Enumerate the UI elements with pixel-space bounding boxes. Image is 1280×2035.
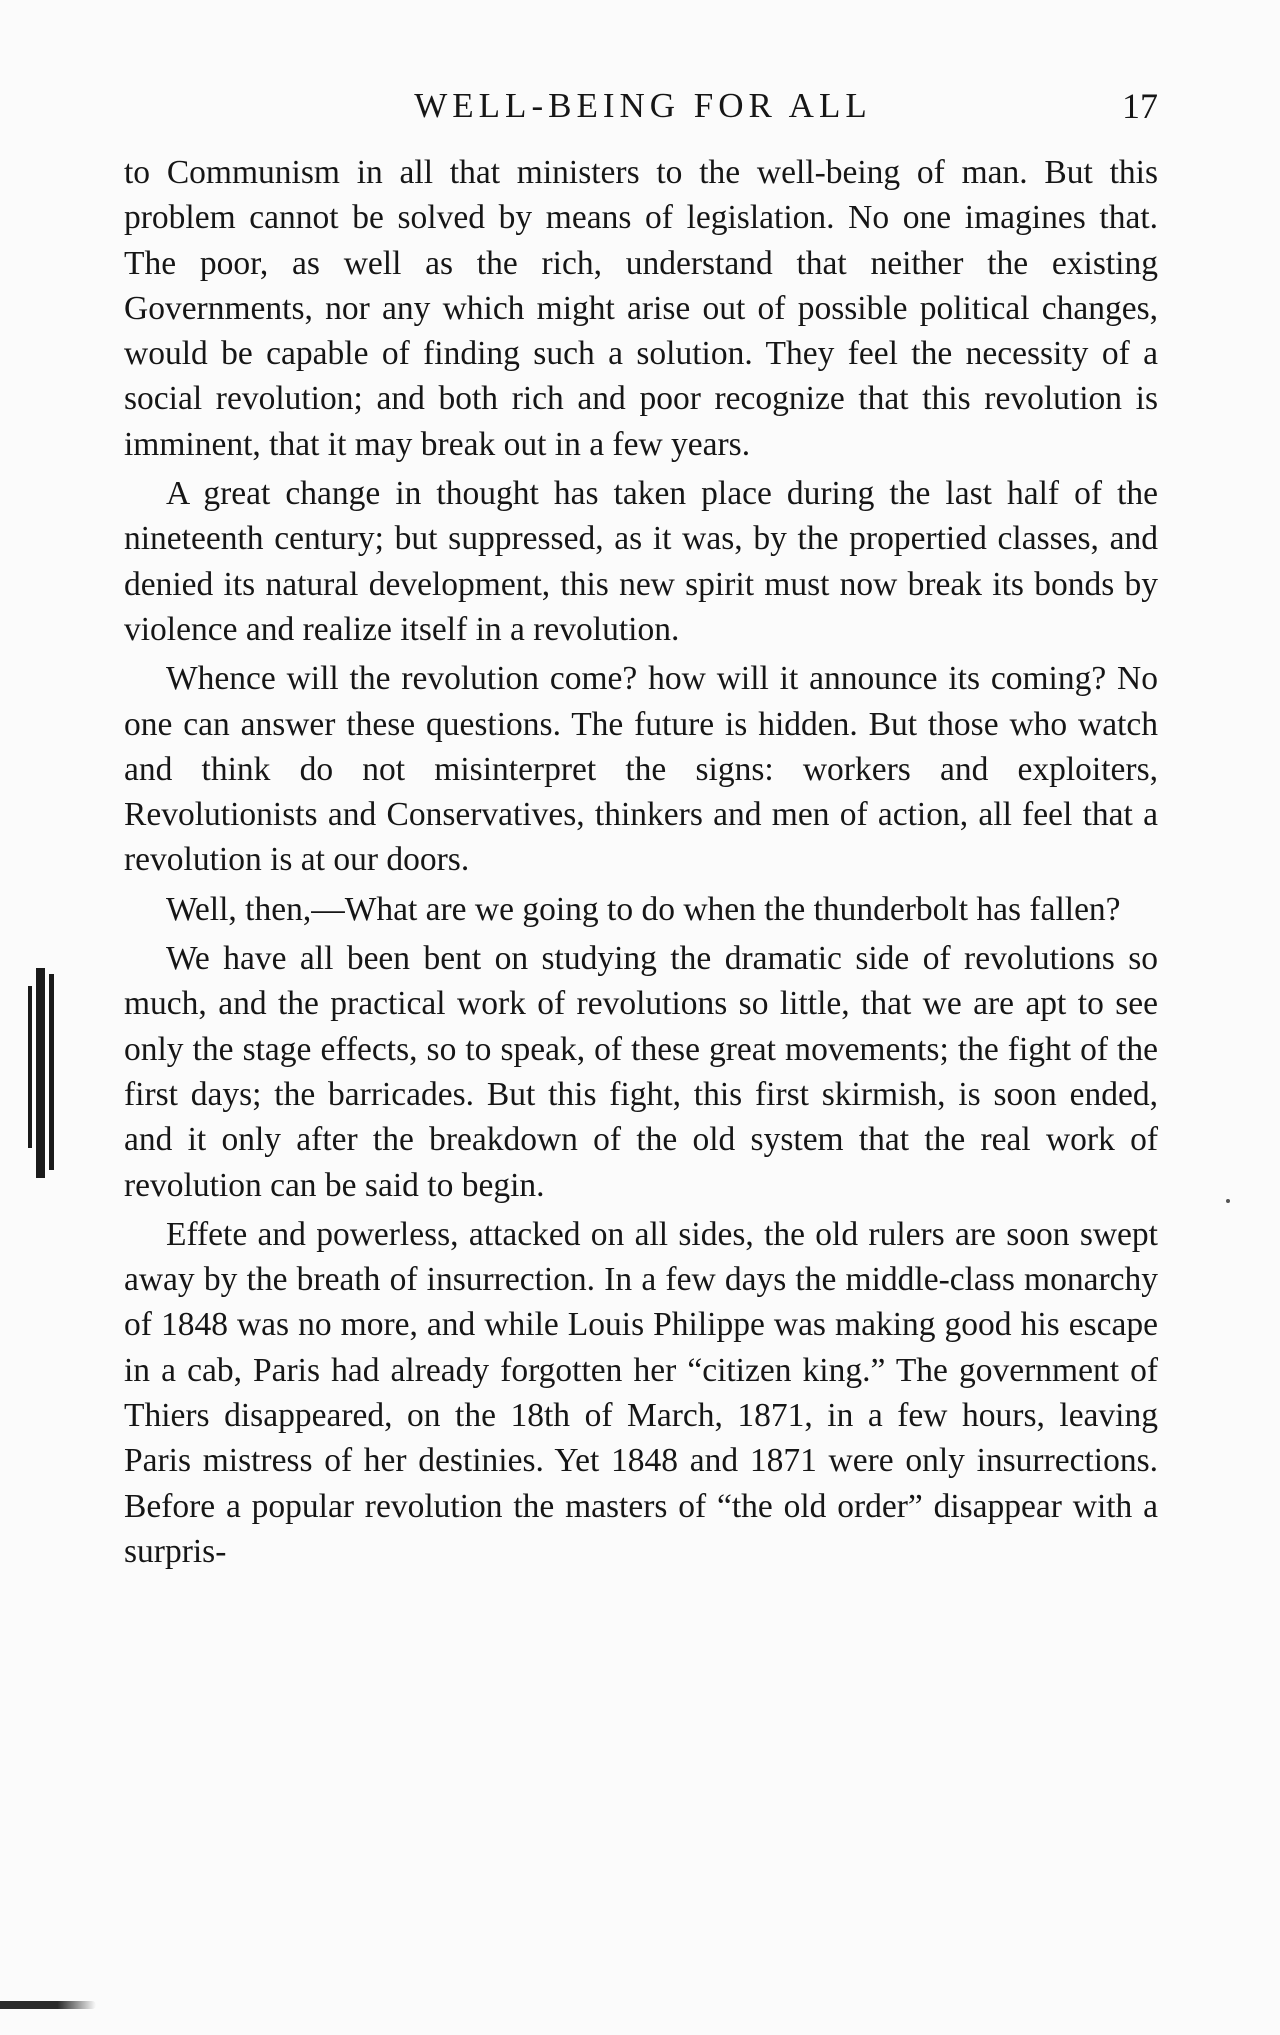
running-title: WELL-BEING FOR ALL [414,86,872,125]
body-text [124,150,1158,1578]
page-number: 17 [1122,86,1158,126]
paragraph: Effete and powerless, attacked on all sides, the old rulers are soon swept away by the breath of insurrection. In a few days the middle-class monarchy of 1848 was no more, and while Louis Philippe was making good his escape in a cab, Paris had already forgotten her “citizen king.” The government of Thiers disappeared, on the 18th of March, 1871, in a few hours, leaving Paris mistress of her destinies. Yet 1848 and 1871 were only insurrections. Before a popular revolution the masters of “the old order” disappear with a surpris- [124,1215,1158,1570]
paragraph-continued: to Communism in all that ministers to the well-being of man. But this problem cannot be solved by means of legislation. No one imagines that. The poor, as well as the rich, understand that neither the existing Governments, nor any which might arise out of possible political changes, would be capable of finding such a solution. They feel the necessity of a social revolution; and both rich and poor recognize that this revolution is imminent, that it may break out in a few years. [124,154,1158,463]
scan-speck [1226,1199,1230,1203]
paragraph: We have all been bent on studying the dramatic side of revolutions so much, and the practical work of revolutions so little, that we are apt to see only the stage effects, so to speak, of these great movements; the fight of the first days; the barricades. But this fight, this first skirmish, is soon ended, and it only after the breakdown of the old system that the real work of revolution can be said to begin. [124,940,1158,1204]
margin-ink-mark [26,968,60,1178]
paragraph: Well, then,—What are we going to do when the thunderbolt has fallen? [166,890,1121,928]
paragraph: Whence will the revolution come? how will it announce its coming? No one can answer these questions. The future is hidden. But those who watch and think do not misinterpret the signs: workers and exploiters, Revolutionists and Conservatives, thinkers and men of action, all feel that a revolution is at our doors. [124,660,1158,879]
running-header [128,84,1158,128]
paragraph: A great change in thought has taken place during the last half of the nineteenth century; but suppressed, as it was, by the propertied classes, and denied its natural development, this new spirit must now break its bonds by violence and realize itself in a revolution. [124,475,1158,648]
scan-edge-smudge [0,2001,96,2009]
